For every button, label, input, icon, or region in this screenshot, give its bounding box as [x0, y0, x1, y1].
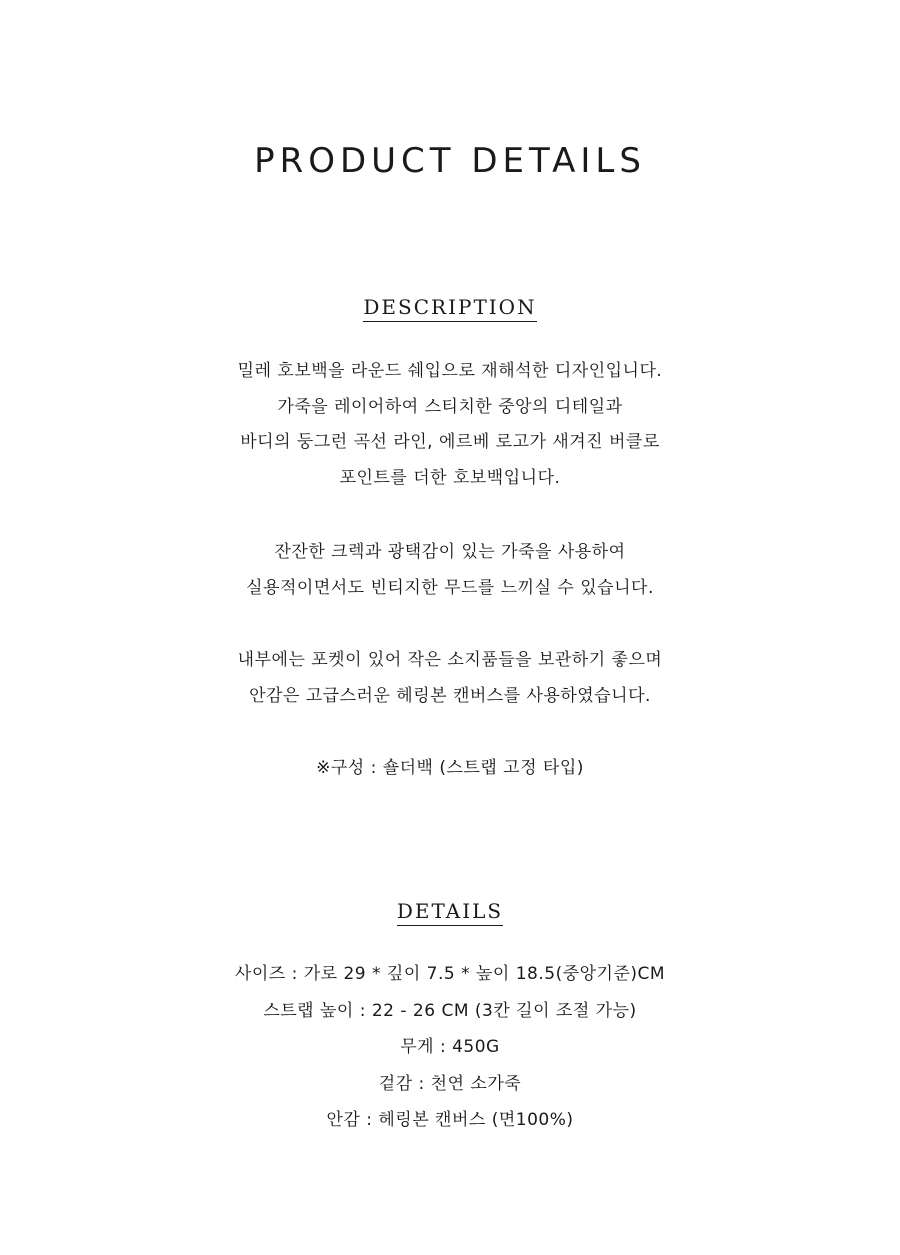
description-heading-label: DESCRIPTION	[363, 295, 536, 322]
description-paragraph-3	[0, 643, 900, 714]
detail-size: 사이즈 : 가로 29 * 깊이 7.5 * 높이 18.5(중앙기준)CM	[234, 964, 666, 984]
details-heading	[0, 898, 900, 924]
details-heading-label: DETAILS	[397, 899, 503, 926]
description-heading	[0, 294, 900, 320]
composition-text: ※구성 : 숄더백 (스트랩 고정 타입)	[316, 758, 584, 778]
description-line: 안감은 고급스러운 헤링본 캔버스를 사용하였습니다.	[249, 685, 651, 706]
detail-strap-height: 스트랩 높이 : 22 - 26 CM (3칸 길이 조절 가능)	[263, 1000, 637, 1021]
detail-outer-material: 겉감 : 천연 소가죽	[378, 1073, 522, 1094]
detail-lining: 안감 : 헤링본 캔버스 (면100%)	[326, 1110, 574, 1130]
composition-note	[0, 751, 900, 787]
description-line: 포인트를 더한 호보백입니다.	[339, 467, 561, 488]
description-line: 실용적이면서도 빈티지한 무드를 느끼실 수 있습니다.	[246, 577, 654, 598]
description-line: 밀레 호보백을 라운드 쉐입으로 재해석한 디자인입니다.	[237, 361, 663, 381]
description-line: 가죽을 레이어하여 스티치한 중앙의 디테일과	[277, 396, 623, 417]
description-line: 잔잔한 크렉과 광택감이 있는 가죽을 사용하여	[274, 542, 626, 562]
description-paragraph-2	[0, 535, 900, 606]
details-list	[0, 956, 900, 1139]
description-paragraph-1	[0, 354, 900, 496]
description-line: 내부에는 포켓이 있어 작은 소지품들을 보관하기 좋으며	[237, 650, 663, 670]
page-title: PRODUCT DETAILS	[254, 141, 646, 181]
detail-weight: 무게 : 450G	[400, 1037, 500, 1057]
description-line: 바디의 둥그런 곡선 라인, 에르베 로고가 새겨진 버클로	[240, 432, 660, 452]
